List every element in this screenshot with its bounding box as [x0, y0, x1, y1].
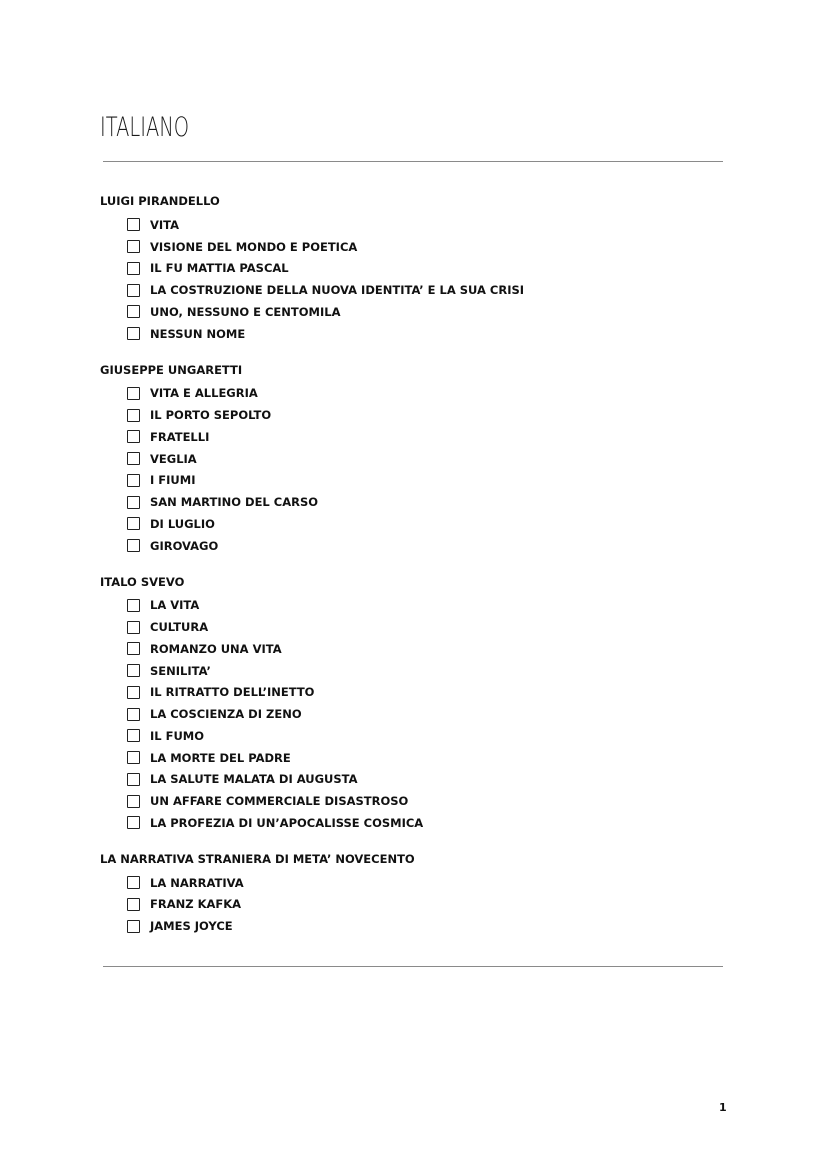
section-heading: LUIGI PIRANDELLO: [100, 194, 220, 208]
item-label: GIROVAGO: [150, 538, 219, 553]
checklist-item: [100, 448, 740, 470]
checklist-item: [100, 301, 740, 323]
item-label: UN AFFARE COMMERCIALE DISASTROSO: [150, 794, 409, 809]
checkbox[interactable]: [127, 795, 140, 808]
item-label: ROMANZO UNA VITA: [150, 641, 282, 656]
section-1: [100, 362, 740, 557]
section-heading: GIUSEPPE UNGARETTI: [100, 362, 243, 377]
checkbox[interactable]: [127, 430, 140, 443]
item-label: LA SALUTE MALATA DI AUGUSTA: [150, 772, 358, 787]
item-label: IL PORTO SEPOLTO: [150, 408, 272, 423]
bottom-divider: [103, 966, 723, 967]
checklist-item: [100, 638, 740, 660]
item-label: NESSUN NOME: [150, 326, 246, 341]
checkbox[interactable]: [127, 327, 140, 340]
checklist-item: [100, 595, 740, 617]
checkbox[interactable]: [127, 773, 140, 786]
checkbox[interactable]: [127, 496, 140, 509]
item-label: DI LUGLIO: [150, 516, 215, 531]
section-3: [100, 851, 740, 937]
checklist-item: [100, 513, 740, 535]
checklist-item: [100, 872, 740, 894]
checkbox[interactable]: [127, 218, 140, 231]
checklist-item: [100, 491, 740, 513]
checklist-item: [100, 279, 740, 301]
checklist-item: [100, 769, 740, 791]
item-label: LA COSCIENZA DI ZENO: [150, 707, 302, 722]
top-divider: [103, 161, 723, 162]
checklist-item: [100, 660, 740, 682]
section-0: [100, 193, 740, 345]
checklist-item: [100, 894, 740, 916]
checkbox[interactable]: [127, 816, 140, 829]
checklist-item: [100, 258, 740, 280]
item-label: CULTURA: [150, 620, 209, 635]
section-2: [100, 574, 740, 834]
item-label: SENILITA’: [150, 663, 211, 678]
checkbox[interactable]: [127, 920, 140, 933]
section-heading: LA NARRATIVA STRANIERA DI META’ NOVECENTO: [100, 851, 415, 866]
checkbox[interactable]: [127, 751, 140, 764]
checkbox[interactable]: [127, 517, 140, 530]
checkbox[interactable]: [127, 621, 140, 634]
checklist-item: [100, 747, 740, 769]
checklist-item: [100, 725, 740, 747]
item-label: VEGLIA: [150, 451, 197, 466]
item-label: IL FU MATTIA PASCAL: [150, 261, 289, 276]
page-number: 1: [719, 1101, 727, 1114]
item-label: LA NARRATIVA: [150, 875, 244, 890]
item-label: LA COSTRUZIONE DELLA NUOVA IDENTITA’ E LA SUA CRISI: [150, 283, 525, 298]
checklist-item: [100, 915, 740, 937]
item-label: VITA E ALLEGRIA: [150, 386, 258, 401]
item-label: LA PROFEZIA DI UN’APOCALISSE COSMICA: [150, 815, 424, 830]
checkbox[interactable]: [127, 474, 140, 487]
checklist-item: [100, 383, 740, 405]
checkbox[interactable]: [127, 240, 140, 253]
checklist-item: [100, 535, 740, 557]
checkbox[interactable]: [127, 262, 140, 275]
checkbox[interactable]: [127, 729, 140, 742]
checklist-item: [100, 790, 740, 812]
checkbox[interactable]: [127, 898, 140, 911]
checklist-item: [100, 323, 740, 345]
item-label: VISIONE DEL MONDO E POETICA: [150, 239, 358, 254]
checkbox[interactable]: [127, 409, 140, 422]
checklist-item: [100, 426, 740, 448]
item-label: FRATELLI: [150, 429, 210, 444]
checklist-item: [100, 214, 740, 236]
item-label: I FIUMI: [150, 473, 196, 488]
checklist-item: [100, 812, 740, 834]
checklist-item: [100, 616, 740, 638]
checkbox[interactable]: [127, 599, 140, 612]
checkbox[interactable]: [127, 452, 140, 465]
section-heading: ITALO SVEVO: [100, 574, 185, 589]
checklist-item: [100, 703, 740, 725]
checkbox[interactable]: [127, 664, 140, 677]
checklist-item: [100, 404, 740, 426]
item-label: JAMES JOYCE: [150, 919, 233, 934]
checkbox[interactable]: [127, 686, 140, 699]
checkbox[interactable]: [127, 642, 140, 655]
checkbox[interactable]: [127, 387, 140, 400]
checklist-item: [100, 236, 740, 258]
checklist-item: [100, 682, 740, 704]
page-title: ITALIANO: [100, 112, 190, 143]
item-label: FRANZ KAFKA: [150, 897, 242, 912]
checklist-item: [100, 470, 740, 492]
checkbox[interactable]: [127, 539, 140, 552]
item-label: VITA: [150, 217, 180, 232]
checkbox[interactable]: [127, 305, 140, 318]
checkbox[interactable]: [127, 876, 140, 889]
item-label: IL FUMO: [150, 728, 205, 743]
item-label: SAN MARTINO DEL CARSO: [150, 495, 319, 510]
item-label: LA VITA: [150, 598, 200, 613]
checklist-content: [100, 193, 740, 954]
item-label: UNO, NESSUNO E CENTOMILA: [150, 304, 341, 319]
checkbox[interactable]: [127, 708, 140, 721]
item-label: LA MORTE DEL PADRE: [150, 750, 291, 765]
item-label: IL RITRATTO DELL’INETTO: [150, 685, 315, 700]
checkbox[interactable]: [127, 284, 140, 297]
